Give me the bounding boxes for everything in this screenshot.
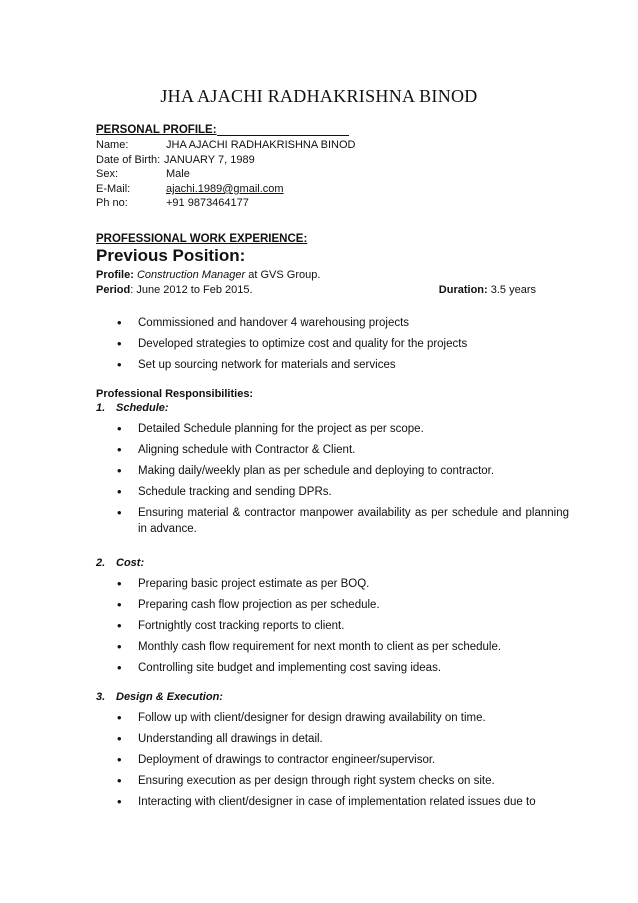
section-number: 2. <box>96 557 106 569</box>
field-phone <box>96 197 249 209</box>
list-item: • Ensuring execution as per design through right system checks on site. <box>117 773 569 789</box>
list-item: • Set up sourcing network for materials and services <box>117 357 569 373</box>
field-value: Male <box>166 168 190 180</box>
profile-role: Construction Manager <box>136 269 246 281</box>
field-value: JHA AJACHI RADHAKRISHNA BINOD <box>166 139 356 151</box>
previous-position-heading: Previous Position: <box>96 246 246 265</box>
list-item: • Follow up with client/designer for design drawing availability on time. <box>117 710 569 726</box>
section-number: 3. <box>96 691 106 703</box>
section-schedule-heading <box>96 402 169 414</box>
profile-company: at GVS Group. <box>245 269 321 281</box>
list-item: • Making daily/weekly plan as per schedule and deploying to contractor. <box>117 463 569 479</box>
period-label: Period <box>96 284 131 296</box>
responsibilities-heading: Professional Responsibilities: <box>96 388 254 400</box>
field-name <box>96 139 356 151</box>
email-link[interactable]: ajachi.1989@gmail.com <box>166 183 284 195</box>
duration-line <box>439 284 536 296</box>
field-value: +91 9873464177 <box>166 197 249 209</box>
list-item: • Preparing cash flow projection as per schedule. <box>117 597 569 613</box>
list-item: • Detailed Schedule planning for the project as per scope. <box>117 421 569 437</box>
highlights-list <box>117 315 569 378</box>
list-item: • Developed strategies to optimize cost and quality for the projects <box>117 336 569 352</box>
list-item: • Ensuring material & contractor manpower availability as per schedule and planning in advance. <box>117 505 569 537</box>
list-item: • Understanding all drawings in detail. <box>117 731 569 747</box>
field-label: E-Mail: <box>96 183 131 195</box>
work-experience-heading: PROFESSIONAL WORK EXPERIENCE: <box>96 233 308 245</box>
period-line <box>96 284 253 296</box>
section-title: Cost: <box>116 557 145 569</box>
duration-label: Duration: <box>438 284 488 296</box>
schedule-list <box>117 421 569 542</box>
list-item: • Preparing basic project estimate as per BOQ. <box>117 576 569 592</box>
field-label: Ph no: <box>96 197 128 209</box>
field-email <box>96 183 284 195</box>
field-value: JANUARY 7, 1989 <box>164 154 255 166</box>
field-label: Sex: <box>96 168 119 180</box>
design-execution-list <box>117 710 569 815</box>
personal-profile-heading-text: PERSONAL PROFILE: <box>96 124 217 136</box>
field-dob <box>96 154 255 166</box>
profile-line <box>96 269 320 281</box>
list-item: • Deployment of drawings to contractor engineer/supervisor. <box>117 752 569 768</box>
list-item: • Monthly cash flow requirement for next month to client as per schedule. <box>117 639 569 655</box>
duration-value: 3.5 years <box>487 284 536 296</box>
list-item: • Interacting with client/designer in case of implementation related issues due to <box>117 794 569 810</box>
list-item: • Commissioned and handover 4 warehousing projects <box>117 315 569 331</box>
list-item: • Fortnightly cost tracking reports to client. <box>117 618 569 634</box>
section-number: 1. <box>96 402 106 414</box>
resume-title: JHA AJACHI RADHAKRISHNA BINOD <box>160 86 478 106</box>
list-item: • Controlling site budget and implementing cost saving ideas. <box>117 660 569 676</box>
list-item: • Aligning schedule with Contractor & Client. <box>117 442 569 458</box>
list-item: • Schedule tracking and sending DPRs. <box>117 484 569 500</box>
field-sex <box>96 168 190 180</box>
profile-label: Profile: <box>96 269 134 281</box>
field-label: Name: <box>96 139 129 151</box>
section-design-execution-heading <box>96 691 223 703</box>
cost-list <box>117 576 569 681</box>
section-title: Design & Execution: <box>116 691 223 703</box>
personal-profile-heading <box>96 123 349 136</box>
section-title: Schedule: <box>116 402 169 414</box>
period-value: : June 2012 to Feb 2015. <box>130 284 253 296</box>
section-cost-heading <box>96 557 144 569</box>
field-label: Date of Birth: <box>96 154 161 166</box>
heading-underline <box>217 123 349 136</box>
